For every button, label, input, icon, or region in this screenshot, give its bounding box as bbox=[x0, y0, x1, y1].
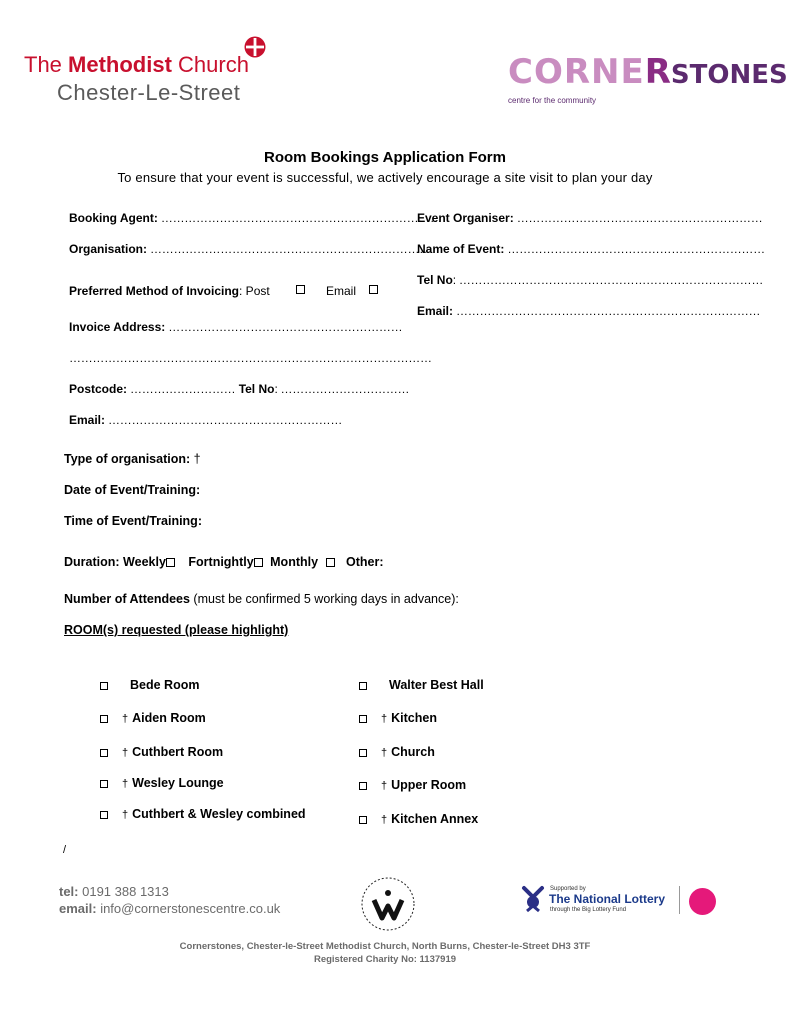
room-kitchen-annex[interactable]: † Kitchen Annex bbox=[359, 812, 478, 826]
lottery-subtext: through the Big Lottery Fund bbox=[550, 907, 627, 913]
organisation-field[interactable]: Organisation: ……………………………………………………………… bbox=[69, 242, 431, 256]
room-cuthbert[interactable]: † Cuthbert Room bbox=[100, 745, 223, 759]
checkbox-icon[interactable] bbox=[359, 715, 367, 723]
room-aiden[interactable]: † Aiden Room bbox=[100, 711, 206, 725]
attendees-label: Number of Attendees (must be confirmed 5 working days in advance): bbox=[64, 592, 459, 606]
duration-monthly-checkbox[interactable] bbox=[326, 558, 335, 567]
footer-email[interactable]: email: info@cornerstonescentre.co.uk bbox=[59, 901, 281, 916]
pink-badge-logo bbox=[689, 888, 716, 915]
checkbox-icon[interactable] bbox=[359, 816, 367, 824]
tel-no-field[interactable]: Tel No: …………………………………………………………………… bbox=[417, 273, 764, 287]
lottery-divider bbox=[679, 886, 680, 914]
duration-weekly-checkbox[interactable] bbox=[166, 558, 175, 567]
room-kitchen[interactable]: † Kitchen bbox=[359, 711, 437, 725]
checkbox-icon[interactable] bbox=[100, 780, 108, 788]
room-bede[interactable]: Bede Room bbox=[100, 678, 199, 692]
methodist-cross-icon bbox=[244, 36, 266, 58]
checkbox-icon[interactable] bbox=[359, 782, 367, 790]
invoicing-email-checkbox[interactable] bbox=[369, 285, 378, 294]
form-subtitle: To ensure that your event is successful, we actively encourage a site visit to plan your day bbox=[117, 170, 653, 185]
email-left-field[interactable]: Email: …………………………………………………… bbox=[69, 413, 343, 427]
invoice-address-line2[interactable]: ………………………………………………………………………………… bbox=[69, 351, 432, 365]
postcode-field[interactable]: Postcode: ……………………… Tel No: …………………………… bbox=[69, 382, 410, 396]
room-walter-best-hall[interactable]: Walter Best Hall bbox=[359, 678, 484, 692]
methodist-church-logo-text: The Methodist Church bbox=[24, 52, 249, 77]
type-of-organisation-label: Type of organisation: † bbox=[64, 452, 201, 466]
checkbox-icon[interactable] bbox=[359, 749, 367, 757]
event-organiser-field[interactable]: Event Organiser: ……………………………………………………… bbox=[417, 211, 763, 225]
lottery-supported-by: Supported by bbox=[550, 886, 586, 892]
form-title: Room Bookings Application Form bbox=[264, 149, 506, 166]
positive-about-disabled-people-icon bbox=[360, 876, 416, 932]
footer-charity-number: Registered Charity No: 1137919 bbox=[313, 954, 457, 965]
lottery-name: The National Lottery bbox=[549, 892, 666, 906]
checkbox-icon[interactable] bbox=[359, 682, 367, 690]
booking-agent-field[interactable]: Booking Agent: ……………………………………………………………… bbox=[69, 211, 442, 225]
national-lottery-icon bbox=[520, 884, 546, 914]
room-wesley-lounge[interactable]: † Wesley Lounge bbox=[100, 776, 224, 790]
duration-fortnightly-checkbox[interactable] bbox=[254, 558, 263, 567]
checkbox-icon[interactable] bbox=[100, 715, 108, 723]
room-cuthbert-wesley[interactable]: † Cuthbert & Wesley combined bbox=[100, 807, 306, 821]
room-upper-room[interactable]: † Upper Room bbox=[359, 778, 466, 792]
stray-mark: / bbox=[63, 844, 67, 856]
cornerstones-logo: CORNERSTONES bbox=[508, 52, 788, 92]
checkbox-icon[interactable] bbox=[100, 811, 108, 819]
footer-tel: tel: 0191 388 1313 bbox=[59, 884, 169, 899]
rooms-heading: ROOM(s) requested (please highlight) bbox=[64, 623, 289, 637]
methodist-town-name: Chester-Le-Street bbox=[57, 80, 241, 105]
duration-row: Duration: Weekly Fortnightly Monthly Other: bbox=[64, 555, 384, 569]
checkbox-icon[interactable] bbox=[100, 682, 108, 690]
time-of-event-label: Time of Event/Training: bbox=[64, 514, 202, 528]
date-of-event-label: Date of Event/Training: bbox=[64, 483, 201, 497]
invoicing-email-label: Email bbox=[326, 284, 357, 298]
invoice-address-field[interactable]: Invoice Address: …………………………………………………… bbox=[69, 320, 403, 334]
invoicing-method-field: Preferred Method of Invoicing: Post bbox=[69, 284, 270, 298]
invoicing-post-checkbox[interactable] bbox=[296, 285, 305, 294]
cornerstones-tagline: centre for the community bbox=[508, 96, 597, 105]
footer-address: Cornerstones, Chester-le-Street Methodist Church, North Burns, Chester-le-Street DH3 3TF bbox=[179, 941, 591, 952]
email-right-field[interactable]: Email: …………………………………………………………………… bbox=[417, 304, 761, 318]
room-church[interactable]: † Church bbox=[359, 745, 435, 759]
name-of-event-field[interactable]: Name of Event: ………………………………………………………… bbox=[417, 242, 765, 256]
checkbox-icon[interactable] bbox=[100, 749, 108, 757]
